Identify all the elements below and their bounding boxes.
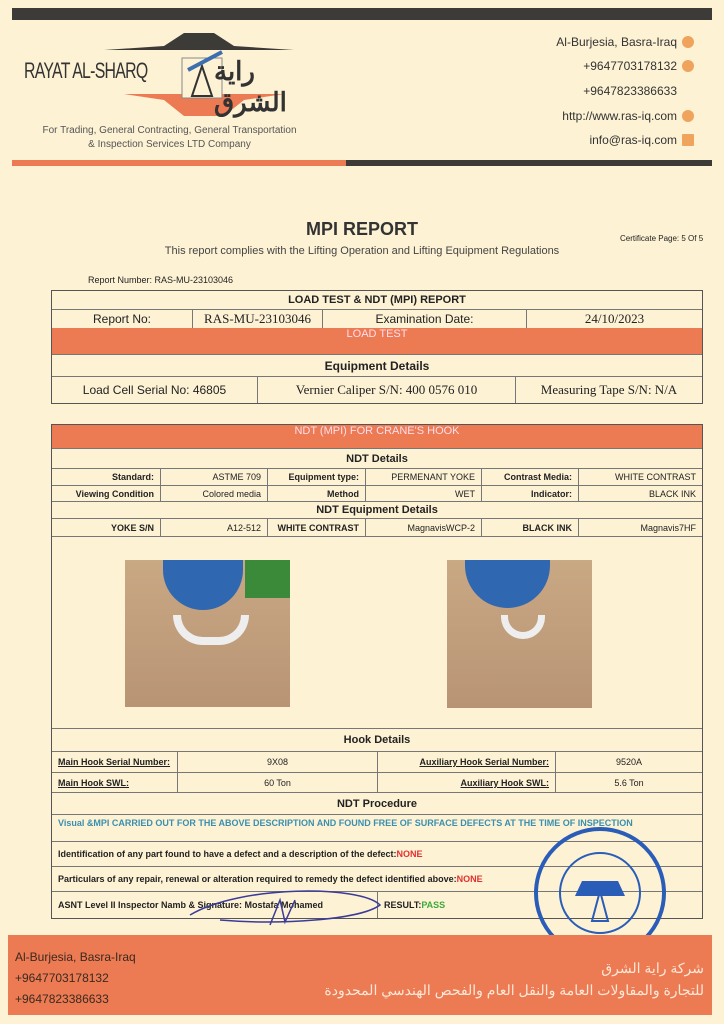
hook-photo-left	[125, 560, 290, 707]
main-hook-serial-label: Main Hook Serial Number:	[58, 757, 171, 767]
exam-date-label: Examination Date:	[322, 310, 526, 328]
report-no-value: RAS-MU-23103046	[192, 310, 322, 328]
yoke-sn-label: YOKE S/N	[110, 522, 154, 533]
particulars-value: NONE	[456, 874, 483, 884]
aux-hook-swl-label: Auxiliary Hook SWL:	[377, 773, 555, 792]
black-ink-value: Magnavis7HF	[578, 519, 702, 536]
contact-phone1	[583, 59, 694, 73]
footer-arabic-name: شركة راية الشرق	[601, 960, 704, 976]
method-label: Method	[267, 486, 365, 501]
logo-arabic: راية الشرق	[214, 56, 287, 117]
standard-value: ASTME 709	[160, 469, 267, 485]
report-no-label: Report No:	[92, 312, 152, 326]
standard-label: Standard:	[111, 472, 154, 482]
hook-photo-right	[447, 560, 592, 708]
identification-value: NONE	[396, 849, 423, 859]
result-value: PASS	[421, 900, 446, 910]
contact-website	[562, 109, 694, 123]
table1-heading: LOAD TEST & NDT (MPI) REPORT	[288, 294, 466, 306]
main-hook-swl-value: 60 Ton	[177, 773, 377, 792]
contact-address	[556, 35, 694, 49]
footer	[8, 935, 712, 1015]
load-test-banner: LOAD TEST	[346, 328, 408, 340]
inspector-signature	[180, 880, 390, 930]
ndt-procedure-heading: NDT Procedure	[336, 797, 418, 810]
certificate-page: Certificate Page: 5 Of 5	[620, 234, 704, 243]
result-label: RESULT:	[384, 900, 422, 910]
load-test-table	[51, 290, 703, 404]
report-number: Report Number: RAS-MU-23103046	[88, 275, 234, 285]
white-contrast-label: WHITE CONTRAST	[267, 519, 365, 536]
website-text: http://www.ras-iq.com	[562, 109, 677, 123]
phone1-text: +9647703178132	[583, 59, 677, 73]
logo	[24, 28, 324, 123]
ndt-details-heading: NDT Details	[346, 452, 408, 465]
visual-mpi-statement: Visual &MPI CARRIED OUT FOR THE ABOVE DESCRIPTION AND FOUND FREE OF SURFACE DEFECTS AT THE TIME OF INSPECTION	[58, 818, 633, 828]
email-text: info@ras-iq.com	[589, 133, 677, 147]
divider-orange	[12, 160, 346, 166]
phone2-text: +9647823386633	[583, 84, 677, 98]
ndt-banner: NDT (MPI) FOR CRANE'S HOOK	[294, 425, 460, 437]
identification-text: Identification of any part found to have a defect and a description of the defect:	[58, 849, 397, 859]
particulars-text: Particulars of any repair, renewal or alteration required to remedy the defect identified above:	[58, 874, 457, 884]
equipment-type-label: Equipment type:	[267, 469, 365, 485]
aux-hook-serial-label: Auxiliary Hook Serial Number:	[377, 752, 555, 772]
contrast-media-value: WHITE CONTRAST	[578, 469, 702, 485]
exam-date-value: 24/10/2023	[526, 310, 702, 328]
viewing-condition-value: Colored media	[160, 486, 267, 501]
equipment-type-value: PERMENANT YOKE	[365, 469, 481, 485]
main-hook-serial-value: 9X08	[177, 752, 377, 772]
contact-phone2	[583, 84, 677, 98]
location-pin-icon	[682, 36, 694, 48]
vernier-caliper-sn: Vernier Caliper S/N: 400 0576 010	[257, 377, 515, 403]
divider-dark	[346, 160, 712, 166]
footer-arabic-tagline: للتجارة والمقاولات العامة والنقل العام والفحص الهندسي المحدودة	[324, 982, 704, 998]
tagline-1: For Trading, General Contracting, General Transportation	[42, 125, 297, 136]
tagline-2: & Inspection Services LTD Company	[88, 139, 251, 150]
mail-icon	[682, 134, 694, 146]
yoke-sn-value: A12-512	[160, 519, 267, 536]
contact-email	[589, 133, 694, 147]
equipment-details-heading: Equipment Details	[324, 358, 430, 373]
black-ink-label: BLACK INK	[481, 519, 578, 536]
top-bar	[12, 8, 712, 20]
footer-address: Al-Burjesia, Basra-Iraq	[15, 950, 136, 964]
footer-phone1: +9647703178132	[15, 971, 109, 985]
measuring-tape-sn: Measuring Tape S/N: N/A	[515, 377, 702, 403]
indicator-label: Indicator:	[481, 486, 578, 501]
globe-icon	[682, 110, 694, 122]
phone-icon	[682, 60, 694, 72]
viewing-condition-label: Viewing Condition	[75, 488, 154, 499]
contrast-media-label: Contrast Media:	[481, 469, 578, 485]
white-contrast-value: MagnavisWCP-2	[365, 519, 481, 536]
hook-details-heading: Hook Details	[343, 734, 411, 746]
method-value: WET	[365, 486, 481, 501]
aux-hook-serial-value: 9520A	[555, 752, 702, 772]
load-cell-serial: Load Cell Serial No: 46805	[82, 383, 227, 397]
ndt-equipment-heading: NDT Equipment Details	[316, 504, 438, 516]
page-title: MPI REPORT	[305, 219, 418, 239]
main-hook-swl-label: Main Hook SWL:	[58, 777, 129, 788]
page-subtitle: This report complies with the Lifting Operation and Lifting Equipment Regulations	[164, 245, 560, 257]
inspector-name: ASNT Level II Inspector Namb & Signature: Mostafa Mohamed	[58, 900, 324, 910]
address-text: Al-Burjesia, Basra-Iraq	[556, 35, 677, 49]
footer-phone2: +9647823386633	[15, 992, 109, 1006]
logo-english: RAYAT AL-SHARQ	[24, 58, 148, 83]
aux-hook-swl-value: 5.6 Ton	[555, 773, 702, 792]
indicator-value: BLACK INK	[578, 486, 702, 501]
